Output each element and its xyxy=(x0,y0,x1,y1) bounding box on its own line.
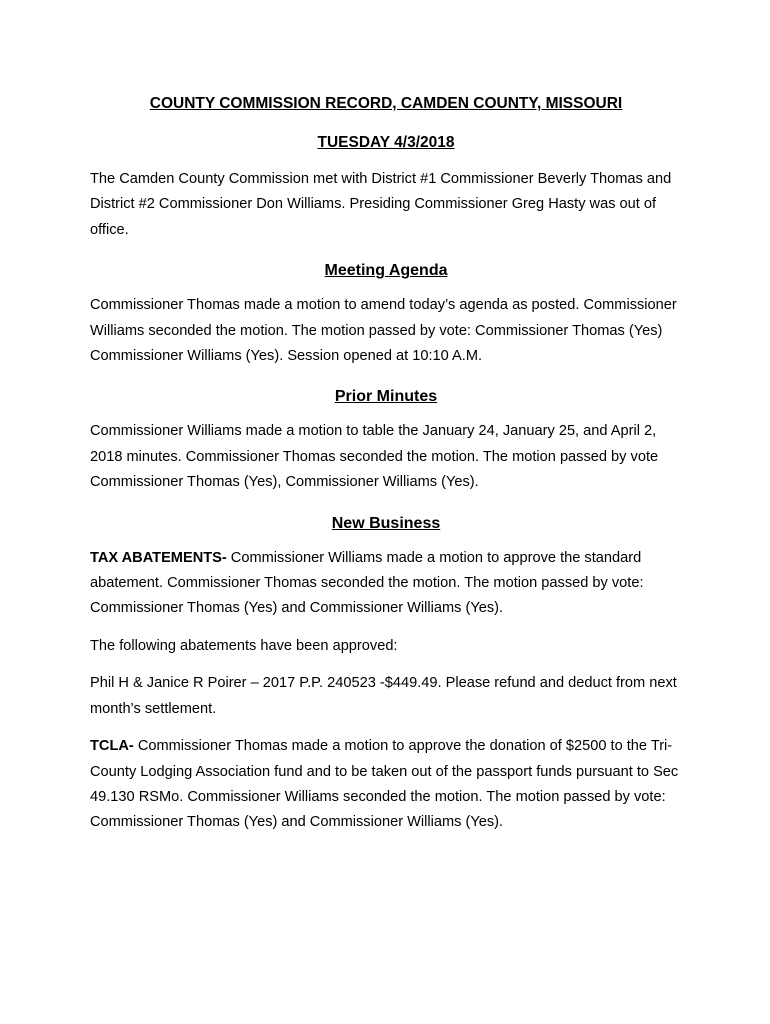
tcla-text: Commissioner Thomas made a motion to approve the donation of $2500 to the Tri-County Lodging Association fund and to be taken out of the passport funds pursuant to Sec 49.130 RSMo. Commissioner Williams seconded the motion. The motion passed by vote: Commissioner Thomas (Yes) and Commissioner Williams (Yes). xyxy=(90,738,679,831)
tax-abatements-label: TAX ABATEMENTS- xyxy=(90,549,227,566)
tax-abatements-text: Commissioner Williams made a motion to approve the standard abatement. Commissioner Thomas seconded the motion. The motion passed by vote: Commissioner Thomas (Yes) and Commissioner Williams (Yes). xyxy=(90,549,644,617)
tcla-paragraph xyxy=(90,734,682,836)
new-business-heading: New Business xyxy=(331,514,441,532)
document-page xyxy=(90,92,682,836)
approved-abatements-intro: The following abatements have been approved: xyxy=(90,637,398,654)
abatement-item: Phil H & Janice R Poirer – 2017 P.P. 240523 -$449.49. Please refund and deduct from next month’s settlement. xyxy=(90,675,677,717)
prior-minutes-paragraph: Commissioner Williams made a motion to table the January 24, January 25, and April 2, 2018 minutes. Commissioner Thomas seconded the motion. The motion passed by vote Commissioner Thomas (Yes), Commissioner Williams (Yes). xyxy=(90,423,659,491)
page-title: COUNTY COMMISSION RECORD, CAMDEN COUNTY, MISSOURI xyxy=(149,95,623,112)
tcla-label: TCLA- xyxy=(90,738,134,755)
prior-minutes-heading: Prior Minutes xyxy=(334,388,438,406)
intro-paragraph: The Camden County Commission met with District #1 Commissioner Beverly Thomas and District #2 Commissioner Don Williams. Presiding Commissioner Greg Hasty was out of office. xyxy=(90,171,672,238)
agenda-heading: Meeting Agenda xyxy=(324,262,448,280)
agenda-paragraph: Commissioner Thomas made a motion to amend today’s agenda as posted. Commissioner Williams seconded the motion. The motion passed by vote: Commissioner Thomas (Yes) Commissioner Williams (Yes). Session opened at 10:10 A.M. xyxy=(90,297,677,365)
meeting-date: TUESDAY 4/3/2018 xyxy=(317,134,455,151)
tax-abatements-paragraph xyxy=(90,546,682,622)
